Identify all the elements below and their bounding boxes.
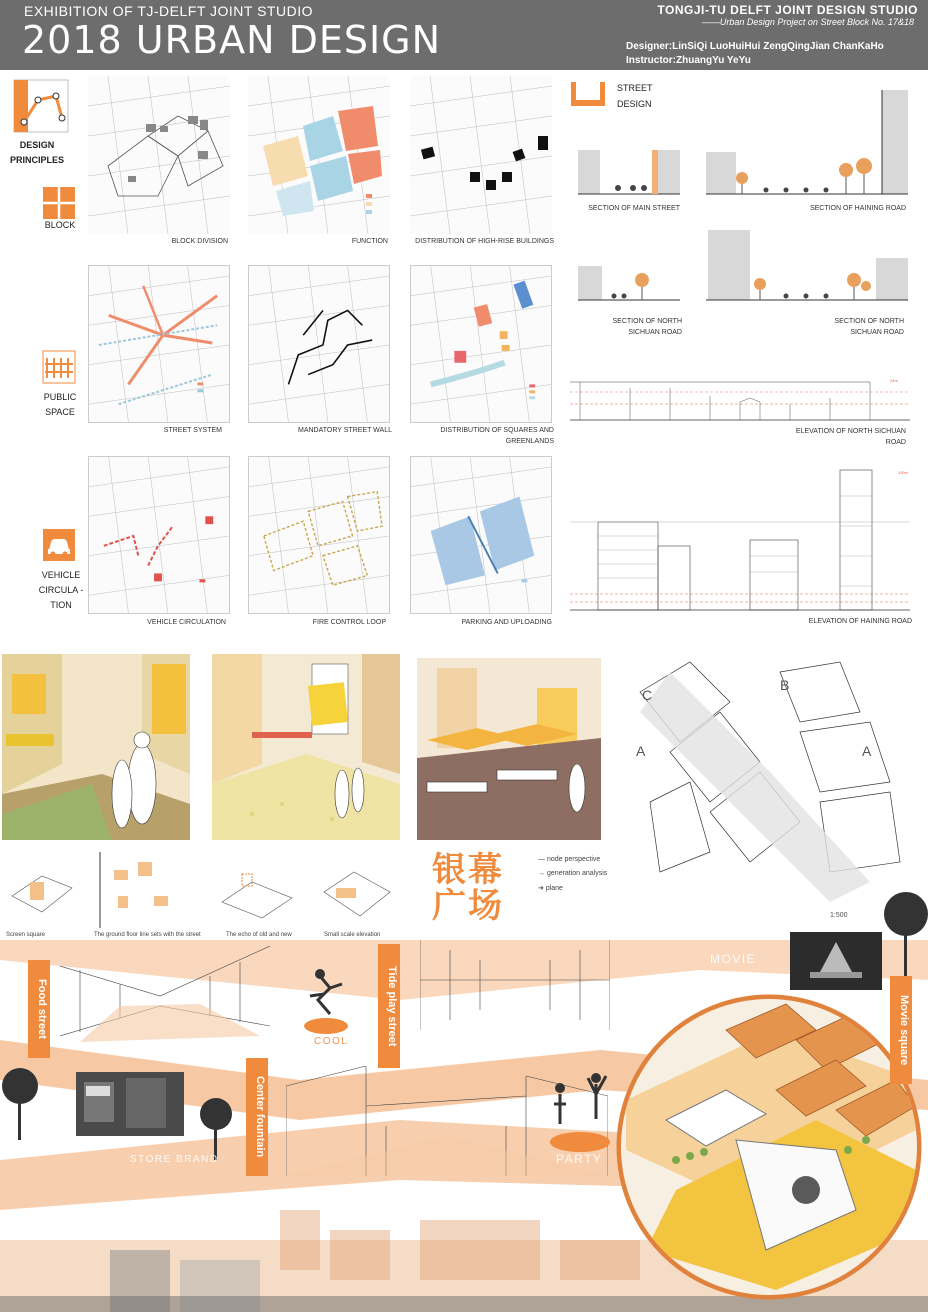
word-party: PARTY [556,1152,603,1166]
tree-center-icon [196,1090,236,1160]
sketch-novelty-street [420,940,610,1030]
section-north-sichuan-1-drawing [578,262,680,302]
car-icon [42,528,76,562]
diagram-screen-square [2,856,86,928]
category-label-public-space: PUBLIC SPACE [43,392,77,417]
section-main-street-drawing [578,146,680,198]
perspective-render-3 [417,658,601,840]
photo-movie [790,932,882,990]
node-chinese-title: 银幕广场 [432,850,504,926]
sketch-food-street [60,946,270,1046]
caption-high-rise: DISTRIBUTION OF HIGH-RISE BUILDINGS [415,238,554,245]
aerial-movie-square [616,990,922,1304]
caption-street-system: STREET SYSTEM [163,427,222,434]
caption-mandatory-street-wall: MANDATORY STREET WALL [297,427,392,434]
word-store-brand: STORE BRAND [130,1154,219,1165]
legend-node-perspective: — node perspective [538,856,601,863]
map-vehicle-circulation [88,456,230,614]
map-mandatory-street-wall [248,265,390,423]
network-icon [12,78,72,134]
word-cool: COOL [314,1036,349,1047]
caption-section-haining-road: SECTION OF HAINING ROAD [809,205,906,212]
elevation-north-sichuan-drawing [570,362,910,424]
svg-text:C: C [642,687,653,703]
label-tide-play-street: Tide play street [378,944,400,1068]
perspective-render-1 [2,654,190,840]
map-function [248,76,390,234]
label-center-fountain: Center fountain [246,1058,268,1176]
caption-ground-floor-line: The ground floor line sets with the street [94,932,201,938]
caption-section-north-sichuan-2: SECTION OF NORTH SICHUAN ROAD [834,318,904,336]
block-grid-icon [42,186,76,220]
diagram-echo-old-new [212,852,304,928]
caption-squares-greenlands: DISTRIBUTION OF SQUARES AND GREENLANDS [440,427,554,445]
legend-generation-analysis-text: generation analysis [546,870,608,877]
caption-elevation-haining-road: ELEVATION OF HAINING ROAD [808,618,912,625]
caption-section-main-street: SECTION OF MAIN STREET [588,205,680,212]
designer-credits: Designer:LinSiQi LuoHuiHui ZengQingJian ChanKaHo [626,41,884,52]
word-movie: MOVIE [710,952,757,966]
map-squares-greenlands [410,265,552,423]
legend-plane-text: plane [545,885,563,892]
photo-store-brand [76,1072,184,1136]
svg-text:24m: 24m [890,378,898,383]
poster-title: 2018 URBAN DESIGN [22,18,442,62]
project-name: ——Urban Design Project on Street Block No. 17&18 [701,17,914,27]
diagram-ground-floor-line [98,852,202,928]
word-novelty: NOVELTY [506,1026,563,1037]
caption-fire-control-loop: FIRE CONTROL LOOP [312,619,386,626]
word-play: PLAY [466,1186,497,1197]
category-label-vehicle-circulation: VEHICLE CIRCULA -TION [38,570,84,610]
poster-header [0,0,928,70]
legend-plane: ➔ plane [538,885,563,892]
node-plan-drawing [630,652,910,922]
skateboarder-figure [300,966,350,1036]
principles-title-line1: DESIGN [19,140,55,150]
section-north-sichuan-2-drawing [706,228,908,302]
street-design-title [617,80,653,112]
street-title-line2: DESIGN [617,99,652,109]
instructor-credits: Instructor:ZhuangYu YeYu [626,55,751,66]
legend-generation-analysis: → generation analysis [538,870,608,877]
svg-text:B: B [780,677,790,693]
caption-small-scale-elevation: Small scale elevation [324,932,381,938]
map-fire-control-loop [248,456,390,614]
map-block-division [88,76,230,234]
legend-node-perspective-text: node perspective [546,856,601,863]
street-title-line1: STREET [617,83,653,93]
studio-name: TONGJI-TU DELFT JOINT DESIGN STUDIO [657,3,918,17]
label-movie-square: Movie square [890,976,912,1084]
svg-text:A: A [862,743,872,759]
tree-right-icon [880,880,928,990]
label-food-street: Food street [28,960,50,1058]
caption-elevation-north-sichuan: ELEVATION OF NORTH SICHUAN ROAD [795,428,906,446]
map-street-system [88,265,230,423]
perspective-render-2 [212,654,400,840]
exhibition-subtitle: EXHIBITION OF TJ-DELFT JOINT STUDIO [24,3,313,19]
section-haining-road-drawing [706,88,908,198]
principles-title-line2: PRINCIPLES [9,155,64,165]
caption-parking-uploading: PARKING AND UPLOADING [461,619,552,626]
word-cate: CATE [160,1046,192,1057]
plan-scale: 1:500 [830,912,848,919]
caption-block-division: BLOCK DIVISION [171,238,228,245]
caption-echo-old-new: The echo of old and new [226,932,292,938]
caption-section-north-sichuan-1: SECTION OF NORTH SICHUAN ROAD [612,318,682,336]
design-principles-title [8,138,66,168]
map-parking-uploading [410,456,552,614]
public-space-icon [42,350,76,384]
diagram-small-scale-elevation [314,852,398,928]
party-figures [540,1064,620,1154]
street-icon [570,78,606,108]
elevation-haining-road-drawing [570,466,910,614]
category-label-block: BLOCK [44,220,76,230]
caption-vehicle-circulation: VEHICLE CIRCULATION [147,619,226,626]
map-high-rise [410,76,552,234]
tree-left-icon [0,1060,40,1140]
svg-text:100m: 100m [898,470,909,475]
svg-text:A: A [636,743,646,759]
caption-screen-square: Screen square [6,932,46,938]
caption-function: FUNCTION [351,238,388,245]
